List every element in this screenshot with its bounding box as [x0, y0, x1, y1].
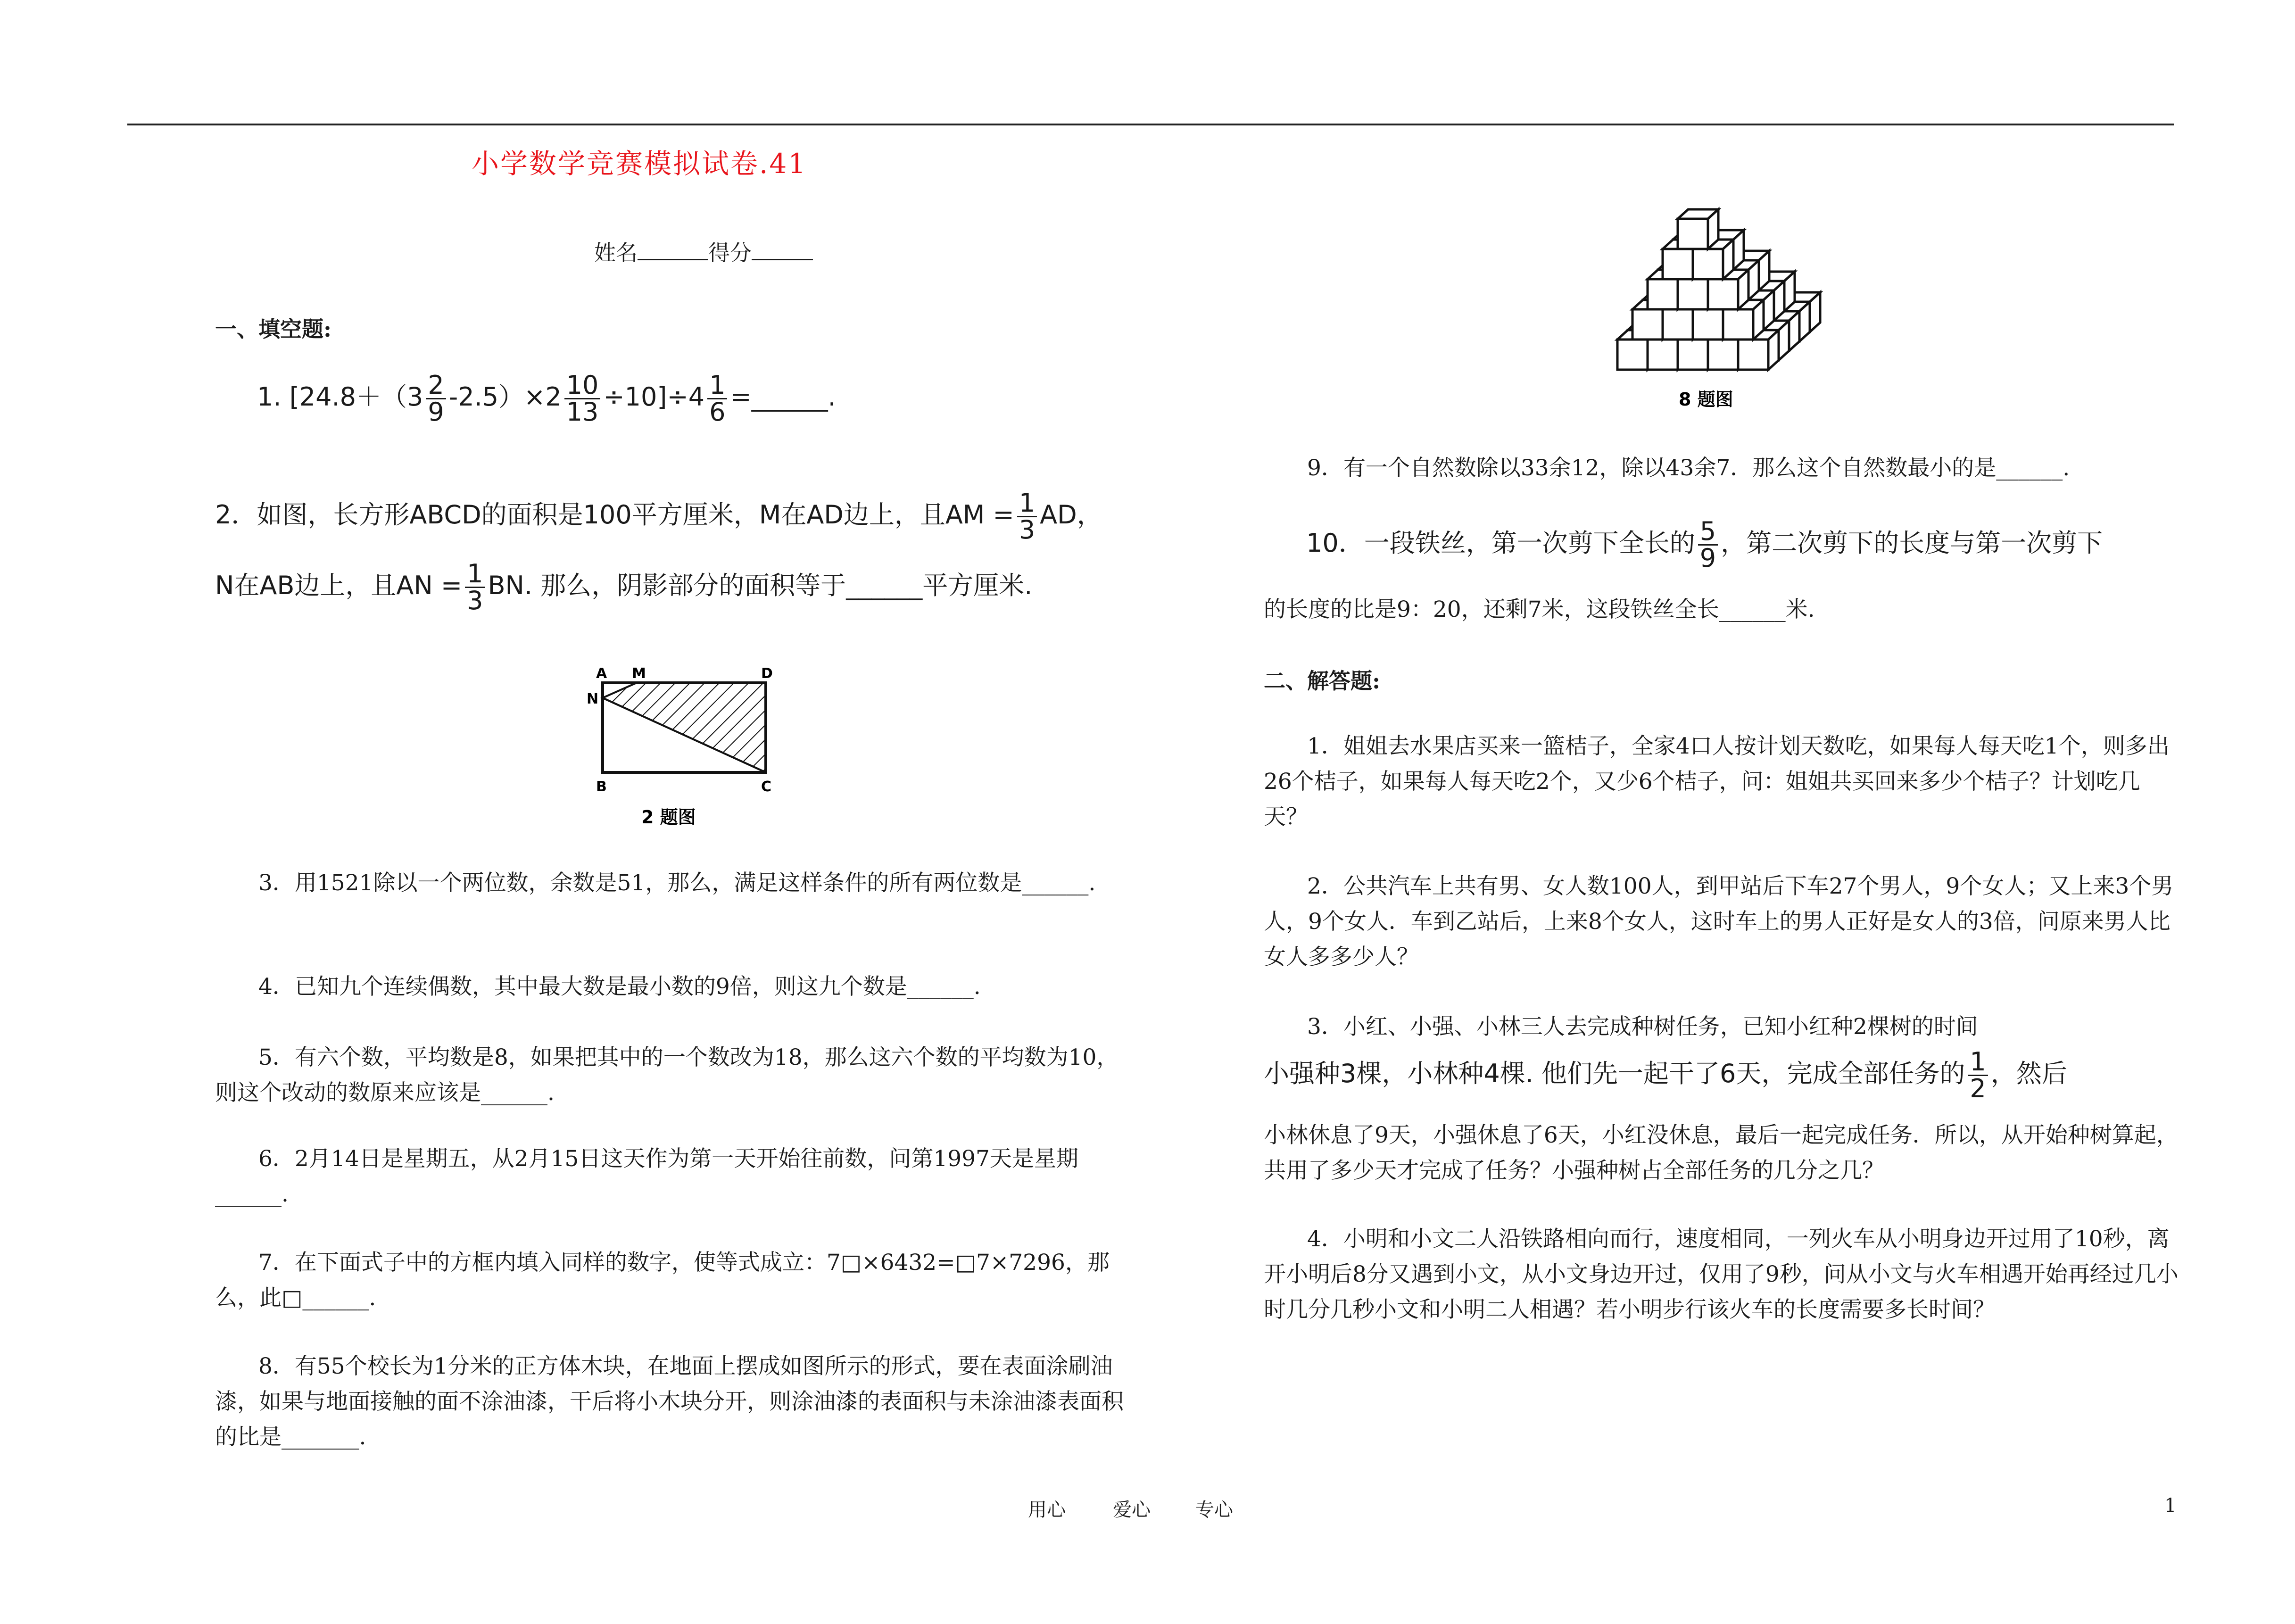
name-label: 姓名: [594, 240, 638, 265]
question-2-line-1: [215, 490, 1102, 543]
q1-num: 1.: [257, 382, 282, 412]
problem-3-line-1: 3．小红、小强、小林三人去完成种树任务，已知小红种2棵树的时间: [1307, 1014, 1978, 1040]
score-label: 得分: [708, 240, 752, 265]
question-2-line-2: [215, 561, 1032, 613]
figure-2-caption: 2 题图: [641, 807, 696, 828]
figure-2-rectangle-diagram: [580, 660, 778, 844]
question-3: 3．用1521除以一个两位数，余数是51，那么，满足这样条件的所有两位数是______.: [258, 870, 1096, 896]
question-4: 4．已知九个连续偶数，其中最大数是最小数的9倍，则这九个数是______.: [258, 974, 981, 1000]
q1-part2: -2.5）×2: [448, 382, 562, 412]
q10-text-b: ，第二次剪下的长度与第一次剪下: [1721, 528, 2103, 558]
question-1: [257, 370, 836, 427]
problem-2: 2．公共汽车上共有男、女人数100人，到甲站后下车27个男人，9个女人；又上来3个男人，9个女人．车到乙站后，上来8个女人，这时车上的男人正好是女人的3倍，问原来男人比女人多多少人？: [1264, 873, 2174, 970]
section-problems: 二、解答题:: [1264, 668, 1380, 694]
footer-motto-2: 爱心: [1113, 1499, 1151, 1521]
header-rule: [127, 124, 2174, 125]
section-fill-in: 一、填空题:: [215, 316, 331, 342]
figure-8-caption: 8 题图: [1679, 389, 1733, 410]
page-number: 1: [2164, 1495, 2177, 1516]
question-7: 7．在下面式子中的方框内填入同样的数字，使等式成立：7□×6432=□7×7296，那么，此□______.: [215, 1250, 1110, 1311]
q2-text-a: 2．如图，长方形ABCD的面积是100平方厘米，M在AD边上，且AM =: [215, 500, 1014, 530]
q1-part4: =______.: [730, 382, 836, 412]
p3-text-b: ，然后: [1990, 1059, 2067, 1089]
question-10-line-2: 的长度的比是9：20，还剩7米，这段铁丝全长______米.: [1264, 597, 1815, 622]
question-8: 8．有55个校长为1分米的正方体木块，在地面上摆成如图所示的形式，要在表面涂刷油漆，如果与地面接触的面不涂油漆，干后将小木块分开，则涂油漆的表面积与未涂油漆表面积的比是_______.: [215, 1353, 1124, 1450]
question-10-line-1: [1306, 516, 2103, 573]
score-blank[interactable]: [752, 259, 813, 260]
q1-fraction-3: $\frac{1}{6}$: [707, 373, 727, 425]
question-9: 9．有一个自然数除以33余12，除以43余7．那么这个自然数最小的是______.: [1307, 455, 2070, 481]
p3-text-a: 小强种3棵，小林种4棵. 他们先一起干了6天，完成全部任务的: [1264, 1059, 1965, 1089]
q2-text-b: AD，: [1040, 500, 1102, 530]
problem-4: 4．小明和小文二人沿铁路相向而行，速度相同，一列火车从小明身边开过用了10秒，离开小明后8分又遇到小文，从小文身边开过，仅用了9秒，问从小文与火车相遇开始再经过几小时几分几秒小文和小明二人相遇？若小明步行该火车的长度需要多长时间？: [1264, 1226, 2179, 1323]
label-m: M: [632, 665, 646, 682]
page-title: 小学数学竞赛模拟试卷.41: [472, 148, 807, 180]
q2-fraction-1: $\frac{1}{3}$: [1017, 490, 1037, 543]
problem-1: 1．姐姐去水果店买来一篮桔子，全家4口人按计划天数吃，如果每人每天吃1个，则多出26个桔子，如果每人每天吃2个，又少6个桔子，问：姐姐共买回来多少个桔子？计划吃几天？: [1264, 733, 2170, 830]
p3-fraction: $\frac{1}{2}$: [1968, 1049, 1988, 1102]
name-blank[interactable]: [638, 259, 708, 260]
problem-3-line-2: [1264, 1049, 2067, 1102]
label-a: A: [596, 665, 607, 682]
q1-part3: ÷10]÷4: [603, 382, 705, 412]
q1-fraction-1: $\frac{2}{9}$: [426, 373, 446, 425]
figure-8-cube-pyramid: [1603, 151, 1896, 415]
label-d: D: [761, 665, 773, 682]
footer-motto-1: 用心: [1028, 1499, 1066, 1521]
label-b: B: [596, 779, 607, 795]
q10-fraction: $\frac{5}{9}$: [1698, 519, 1718, 571]
q2-text-c: N在AB边上，且AN =: [215, 571, 463, 601]
footer-motto-3: 专心: [1195, 1499, 1233, 1521]
q2-text-d: BN. 那么，阴影部分的面积等于______平方厘米.: [488, 571, 1033, 601]
q1-part1: [24.8＋（3: [289, 382, 423, 412]
label-n: N: [587, 691, 599, 707]
question-5: 5．有六个数，平均数是8，如果把其中的一个数改为18，那么这六个数的平均数为10，则这个改动的数原来应该是______.: [215, 1044, 1119, 1106]
problem-3-line-3: 小林休息了9天，小强休息了6天，小红没休息，最后一起完成任务．所以，从开始种树算起，共用了多少天才完成了任务？小强种树占全部任务的几分之几？: [1264, 1122, 2179, 1184]
question-6: 6．2月14日是星期五，从2月15日这天作为第一天开始往前数，问第1997天是星期______.: [215, 1146, 1078, 1207]
label-c: C: [761, 779, 772, 795]
q1-fraction-2: $\frac{10}{13}$: [564, 373, 601, 425]
name-score-line: [594, 236, 813, 267]
q10-text-a: 10．一段铁丝，第一次剪下全长的: [1306, 528, 1695, 558]
cube: [1678, 209, 1718, 249]
q2-fraction-2: $\frac{1}{3}$: [465, 561, 485, 613]
